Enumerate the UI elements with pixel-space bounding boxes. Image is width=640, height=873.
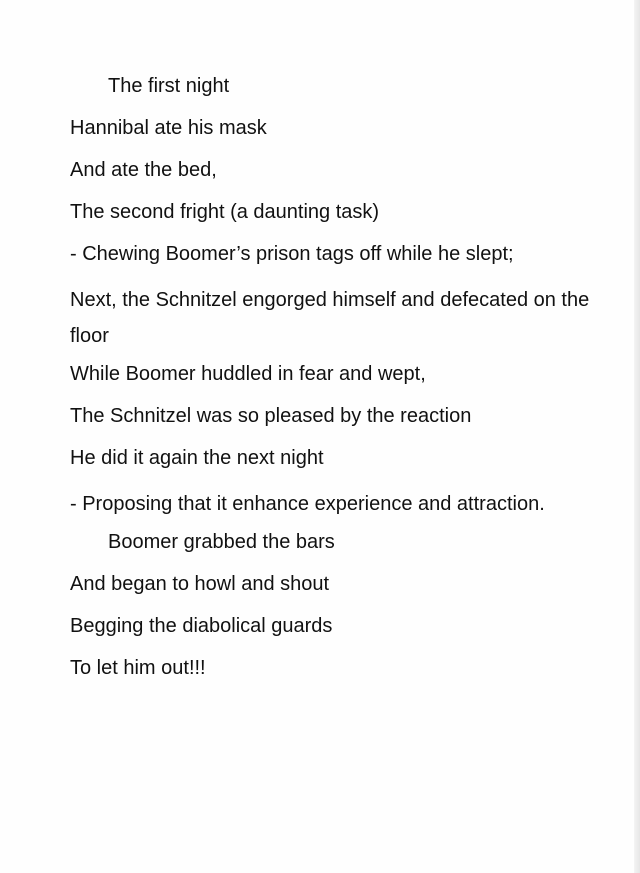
poem-line: He did it again the next night — [70, 447, 324, 469]
poem-line: To let him out!!! — [70, 657, 206, 679]
poem-line: The first night — [108, 75, 230, 97]
poem — [70, 72, 610, 696]
poem-line: Hannibal ate his mask — [70, 117, 267, 139]
poem-line: - Proposing that it enhance experience and attraction. — [70, 493, 545, 515]
poem-line: Boomer grabbed the bars — [108, 531, 335, 553]
poem-line: And ate the bed, — [70, 159, 217, 181]
poem-line: The Schnitzel was so pleased by the reaction — [70, 405, 472, 427]
poem-line: The second fright (a daunting task) — [70, 201, 380, 223]
poem-line: - Chewing Boomer’s prison tags off while he slept; — [70, 243, 514, 265]
poem-line: And began to howl and shout — [70, 573, 330, 595]
poem-line: While Boomer huddled in fear and wept, — [70, 363, 426, 385]
poem-line: Next, the Schnitzel engorged himself and defecated on the floor — [70, 289, 590, 347]
poem-line: Begging the diabolical guards — [70, 615, 333, 637]
scan-edge — [634, 0, 640, 873]
